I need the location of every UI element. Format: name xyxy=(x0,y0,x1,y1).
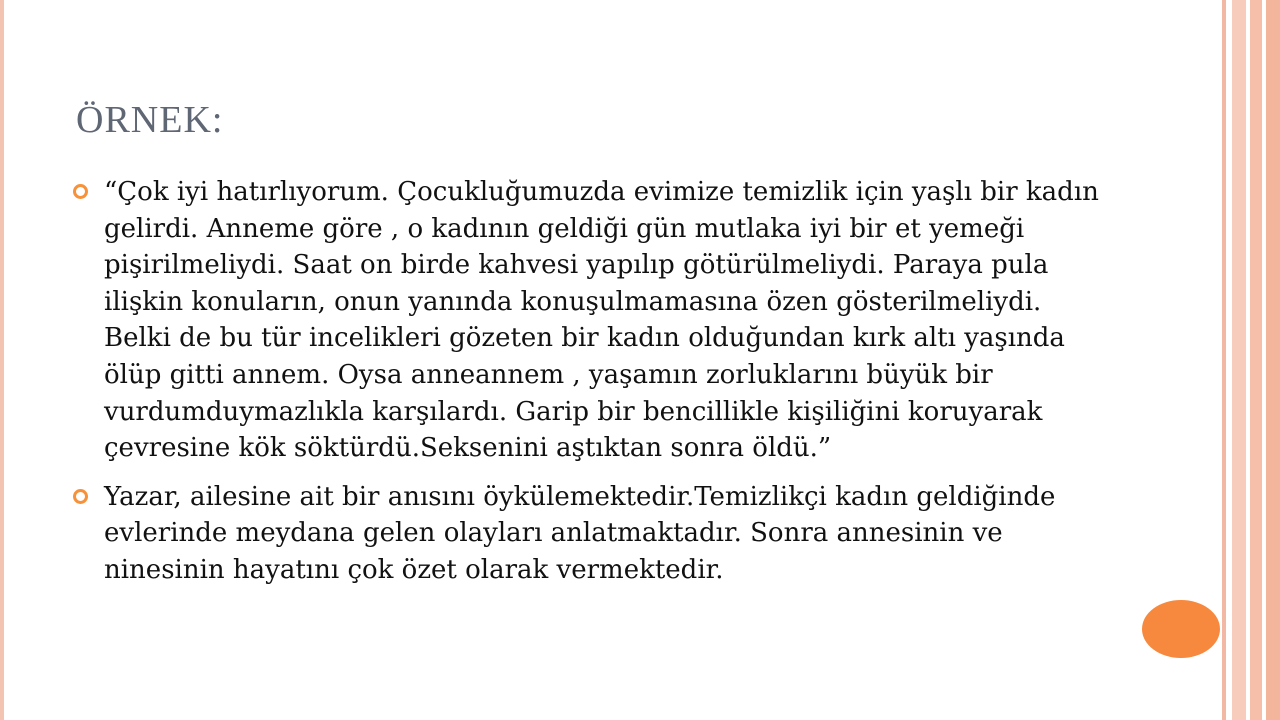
right-decorative-stripes xyxy=(1222,0,1280,720)
left-border xyxy=(0,0,4,720)
bullet-ring-icon xyxy=(73,489,88,504)
slide-content xyxy=(104,174,1114,601)
bullet-item xyxy=(104,174,1114,467)
bullet-item xyxy=(104,479,1114,589)
bullet-text: Yazar, ailesine ait bir anısını öykülemektedir.Temizlikçi kadın geldiğinde evlerinde meydana gelen olayları anlatmaktadır. Sonra annesinin ve ninesinin hayatını çok özet olarak vermektedir. xyxy=(104,481,1056,585)
bullet-text: “Çok iyi hatırlıyorum. Çocukluğumuzda evimize temizlik için yaşlı bir kadın gelirdi. Anneme göre , o kadının geldiği gün mutlaka iyi bir et yemeği pişirilmeliydi. Saat on birde kahvesi yapılıp götürülmeliydi. Paraya pula ilişkin konuların, onun yanında konuşulmamasına özen gösterilmeliydi. Belki de bu tür incelikleri gözeten bir kadın olduğundan kırk altı yaşında ölüp gitti annem. Oysa anneannem , yaşamın zorluklarını büyük bir vurdumduymazlıkla karşılardı. Garip bir bencillikle kişiliğini koruyarak çevresine kök söktürdü.Seksenini aştıktan sonra öldü.” xyxy=(104,177,1099,464)
bullet-ring-icon xyxy=(73,184,88,199)
slide-title: ÖRNEK: xyxy=(76,99,224,141)
orange-circle-accent xyxy=(1142,600,1220,658)
